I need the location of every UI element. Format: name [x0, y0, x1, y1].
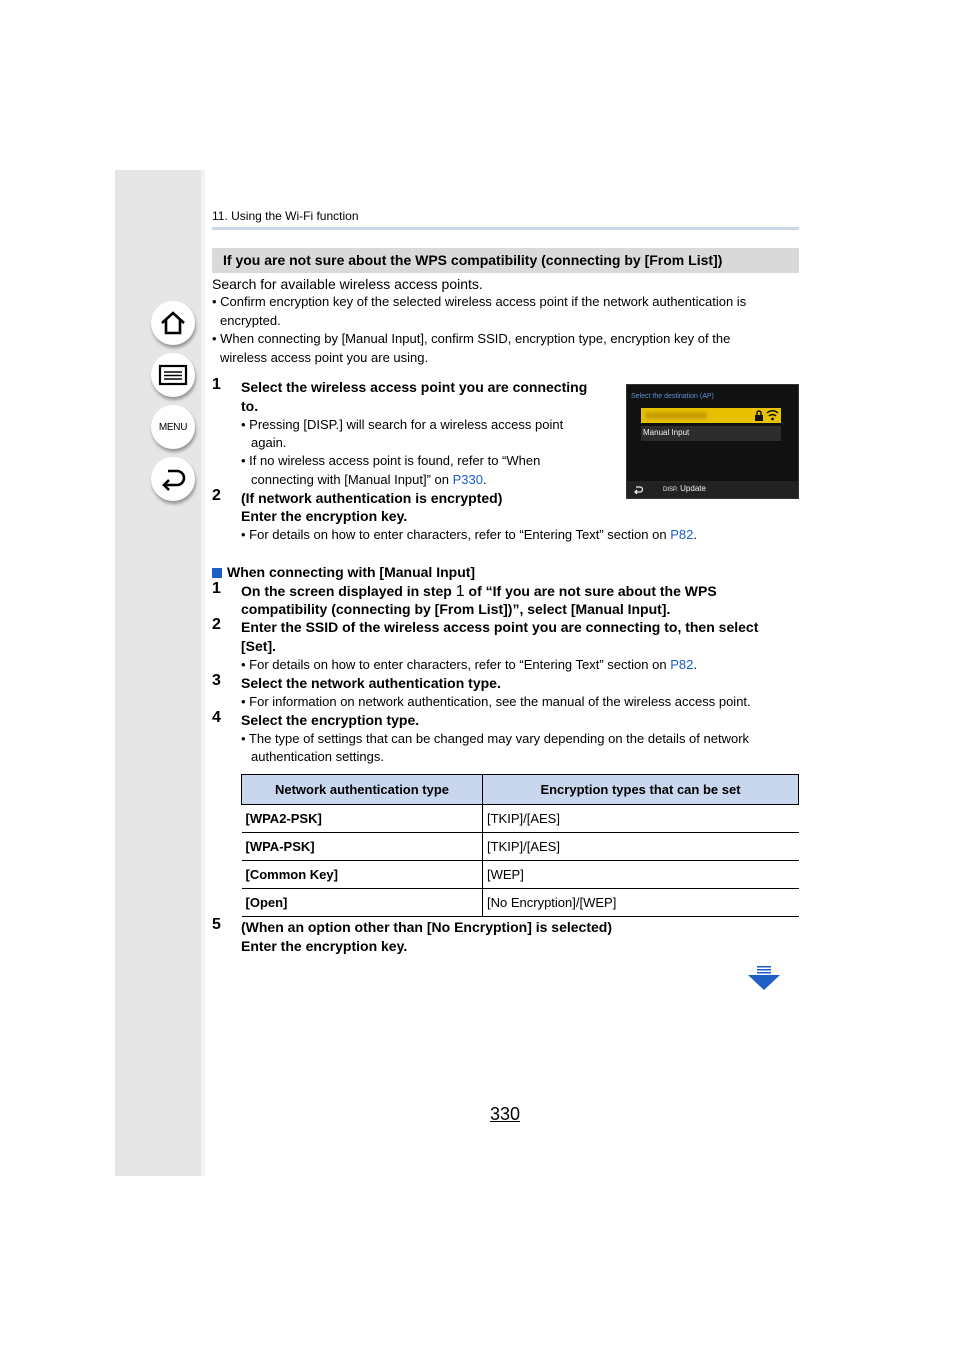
- table-header-cell: Encryption types that can be set: [483, 775, 799, 805]
- manual-step-2-bullet-text: • For details on how to enter characters, refer to “Entering Text” section on: [241, 657, 671, 672]
- encryption-table: [241, 774, 799, 917]
- manual-heading: [212, 563, 475, 581]
- step-1-bullet-2a: • If no wireless access point is found, refer to “When: [241, 453, 541, 468]
- section-heading-bar: [212, 248, 799, 273]
- period: .: [693, 527, 697, 542]
- table-row: [242, 833, 799, 861]
- step-1-bullet-1b: again.: [251, 435, 287, 450]
- intro-bullet-1a: • Confirm encryption key of the selected wireless access point if the network authentication is: [212, 294, 747, 309]
- manual-step-2-b: [Set].: [241, 638, 276, 654]
- table-cell-encryption: [WEP]: [483, 861, 799, 889]
- intro-line: Search for available wireless access points.: [212, 276, 483, 292]
- list-icon: [158, 363, 188, 387]
- table-header-row: [242, 775, 799, 805]
- screen-manual-input: [641, 426, 781, 441]
- step-1-bullet-2b: [251, 470, 487, 489]
- home-icon: [159, 309, 187, 337]
- manual-step-1-ref: 1: [455, 583, 465, 600]
- step-number: 4: [212, 709, 221, 726]
- link-p330[interactable]: P330: [452, 472, 483, 487]
- sidebar-edge: [201, 170, 205, 1176]
- home-button[interactable]: [151, 301, 195, 345]
- step-2-bullet: [241, 525, 697, 544]
- manual-step-4: Select the encryption type.: [241, 712, 420, 728]
- table-cell-auth: [Open]: [242, 889, 483, 917]
- screen-bottom-bar: [627, 481, 798, 498]
- step-1-bullet-2b-text: connecting with [Manual Input]” on: [251, 472, 453, 487]
- manual-step-1-b: compatibility (connecting by [From List])”, select [Manual Input].: [241, 601, 671, 617]
- manual-step-3: Select the network authentication type.: [241, 675, 501, 691]
- section-title: If you are not sure about the WPS compatibility (connecting by [From List]): [223, 252, 723, 268]
- page-number: 330: [490, 1104, 521, 1124]
- link-p82[interactable]: P82: [670, 527, 694, 542]
- manual-step-1-a: [241, 582, 717, 601]
- back-button[interactable]: [151, 457, 195, 501]
- intro-bullet-2b: wireless access point you are using.: [220, 350, 429, 365]
- menu-button[interactable]: [151, 405, 195, 449]
- step-1-bullet-1a: • Pressing [DISP.] will search for a wireless access point: [241, 417, 564, 432]
- next-page-button[interactable]: [747, 964, 781, 997]
- next-page-arrow-icon: [747, 964, 781, 992]
- contents-button[interactable]: [151, 353, 195, 397]
- step-1-title-a: Select the wireless access point you are connecting: [241, 379, 588, 395]
- step-2-bullet-text: • For details on how to enter characters, refer to “Entering Text” section on: [241, 527, 671, 542]
- manual-step-5-a: (When an option other than [No Encryption] is selected): [241, 919, 613, 935]
- table-cell-auth: [Common Key]: [242, 861, 483, 889]
- square-bullet-icon: [212, 568, 222, 578]
- intro-bullet-2a: • When connecting by [Manual Input], confirm SSID, encryption type, encryption key of the: [212, 331, 731, 346]
- manual-step-2-a: Enter the SSID of the wireless access point you are connecting to, then select: [241, 619, 759, 635]
- period: .: [693, 657, 697, 672]
- lock-icon: [754, 410, 764, 421]
- table-cell-encryption: [No Encryption]/[WEP]: [483, 889, 799, 917]
- manual-step-1-a-post: of “If you are not sure about the WPS: [464, 583, 717, 599]
- table-header-cell: Network authentication type: [242, 775, 483, 805]
- step-number: 1: [212, 580, 221, 597]
- step-1-title-b: to.: [241, 398, 259, 414]
- header-rule: [212, 227, 799, 230]
- table-cell-encryption: [TKIP]/[AES]: [483, 833, 799, 861]
- screen-manual-input-label: Manual Input: [643, 428, 690, 437]
- table-row: [242, 889, 799, 917]
- manual-step-2-bullet: [241, 655, 697, 674]
- screen-disp-label: DISP.: [663, 487, 678, 493]
- table-row: [242, 805, 799, 833]
- manual-step-5-b: Enter the encryption key.: [241, 938, 408, 954]
- screen-selected-ap: [641, 408, 781, 423]
- wifi-icon: [766, 409, 779, 421]
- step-2-title-b: Enter the encryption key.: [241, 508, 408, 524]
- camera-screen-image: [626, 384, 799, 499]
- step-number: 5: [212, 916, 221, 933]
- back-icon: [159, 465, 187, 493]
- manual-step-3-bullet: • For information on network authentication, see the manual of the wireless access point.: [241, 694, 751, 709]
- manual-step-1-a-pre: On the screen displayed in step: [241, 583, 456, 599]
- period: .: [483, 472, 487, 487]
- chapter-title: 11. Using the Wi-Fi function: [212, 209, 359, 223]
- screen-title: Select the destination (AP): [631, 393, 714, 400]
- step-2-title-a: (If network authentication is encrypted): [241, 490, 503, 506]
- screen-disp-update: [663, 484, 706, 493]
- manual-step-4-bullet-a: • The type of settings that can be changed may vary depending on the details of network: [241, 731, 750, 746]
- screen-update-label: Update: [680, 484, 706, 493]
- table-cell-auth: [WPA2-PSK]: [242, 805, 483, 833]
- table-cell-encryption: [TKIP]/[AES]: [483, 805, 799, 833]
- blurred-ssid: [645, 412, 707, 419]
- table-cell-auth: [WPA-PSK]: [242, 833, 483, 861]
- manual-heading-text: When connecting with [Manual Input]: [227, 564, 476, 580]
- return-icon: [633, 485, 643, 494]
- step-number: 1: [212, 376, 221, 393]
- step-number: 2: [212, 616, 221, 633]
- link-p82[interactable]: P82: [670, 657, 694, 672]
- step-number: 2: [212, 487, 221, 504]
- menu-label: MENU: [158, 421, 188, 433]
- intro-bullet-1b: encrypted.: [220, 313, 281, 328]
- table-row: [242, 861, 799, 889]
- step-number: 3: [212, 672, 221, 689]
- manual-step-4-bullet-b: authentication settings.: [251, 749, 384, 764]
